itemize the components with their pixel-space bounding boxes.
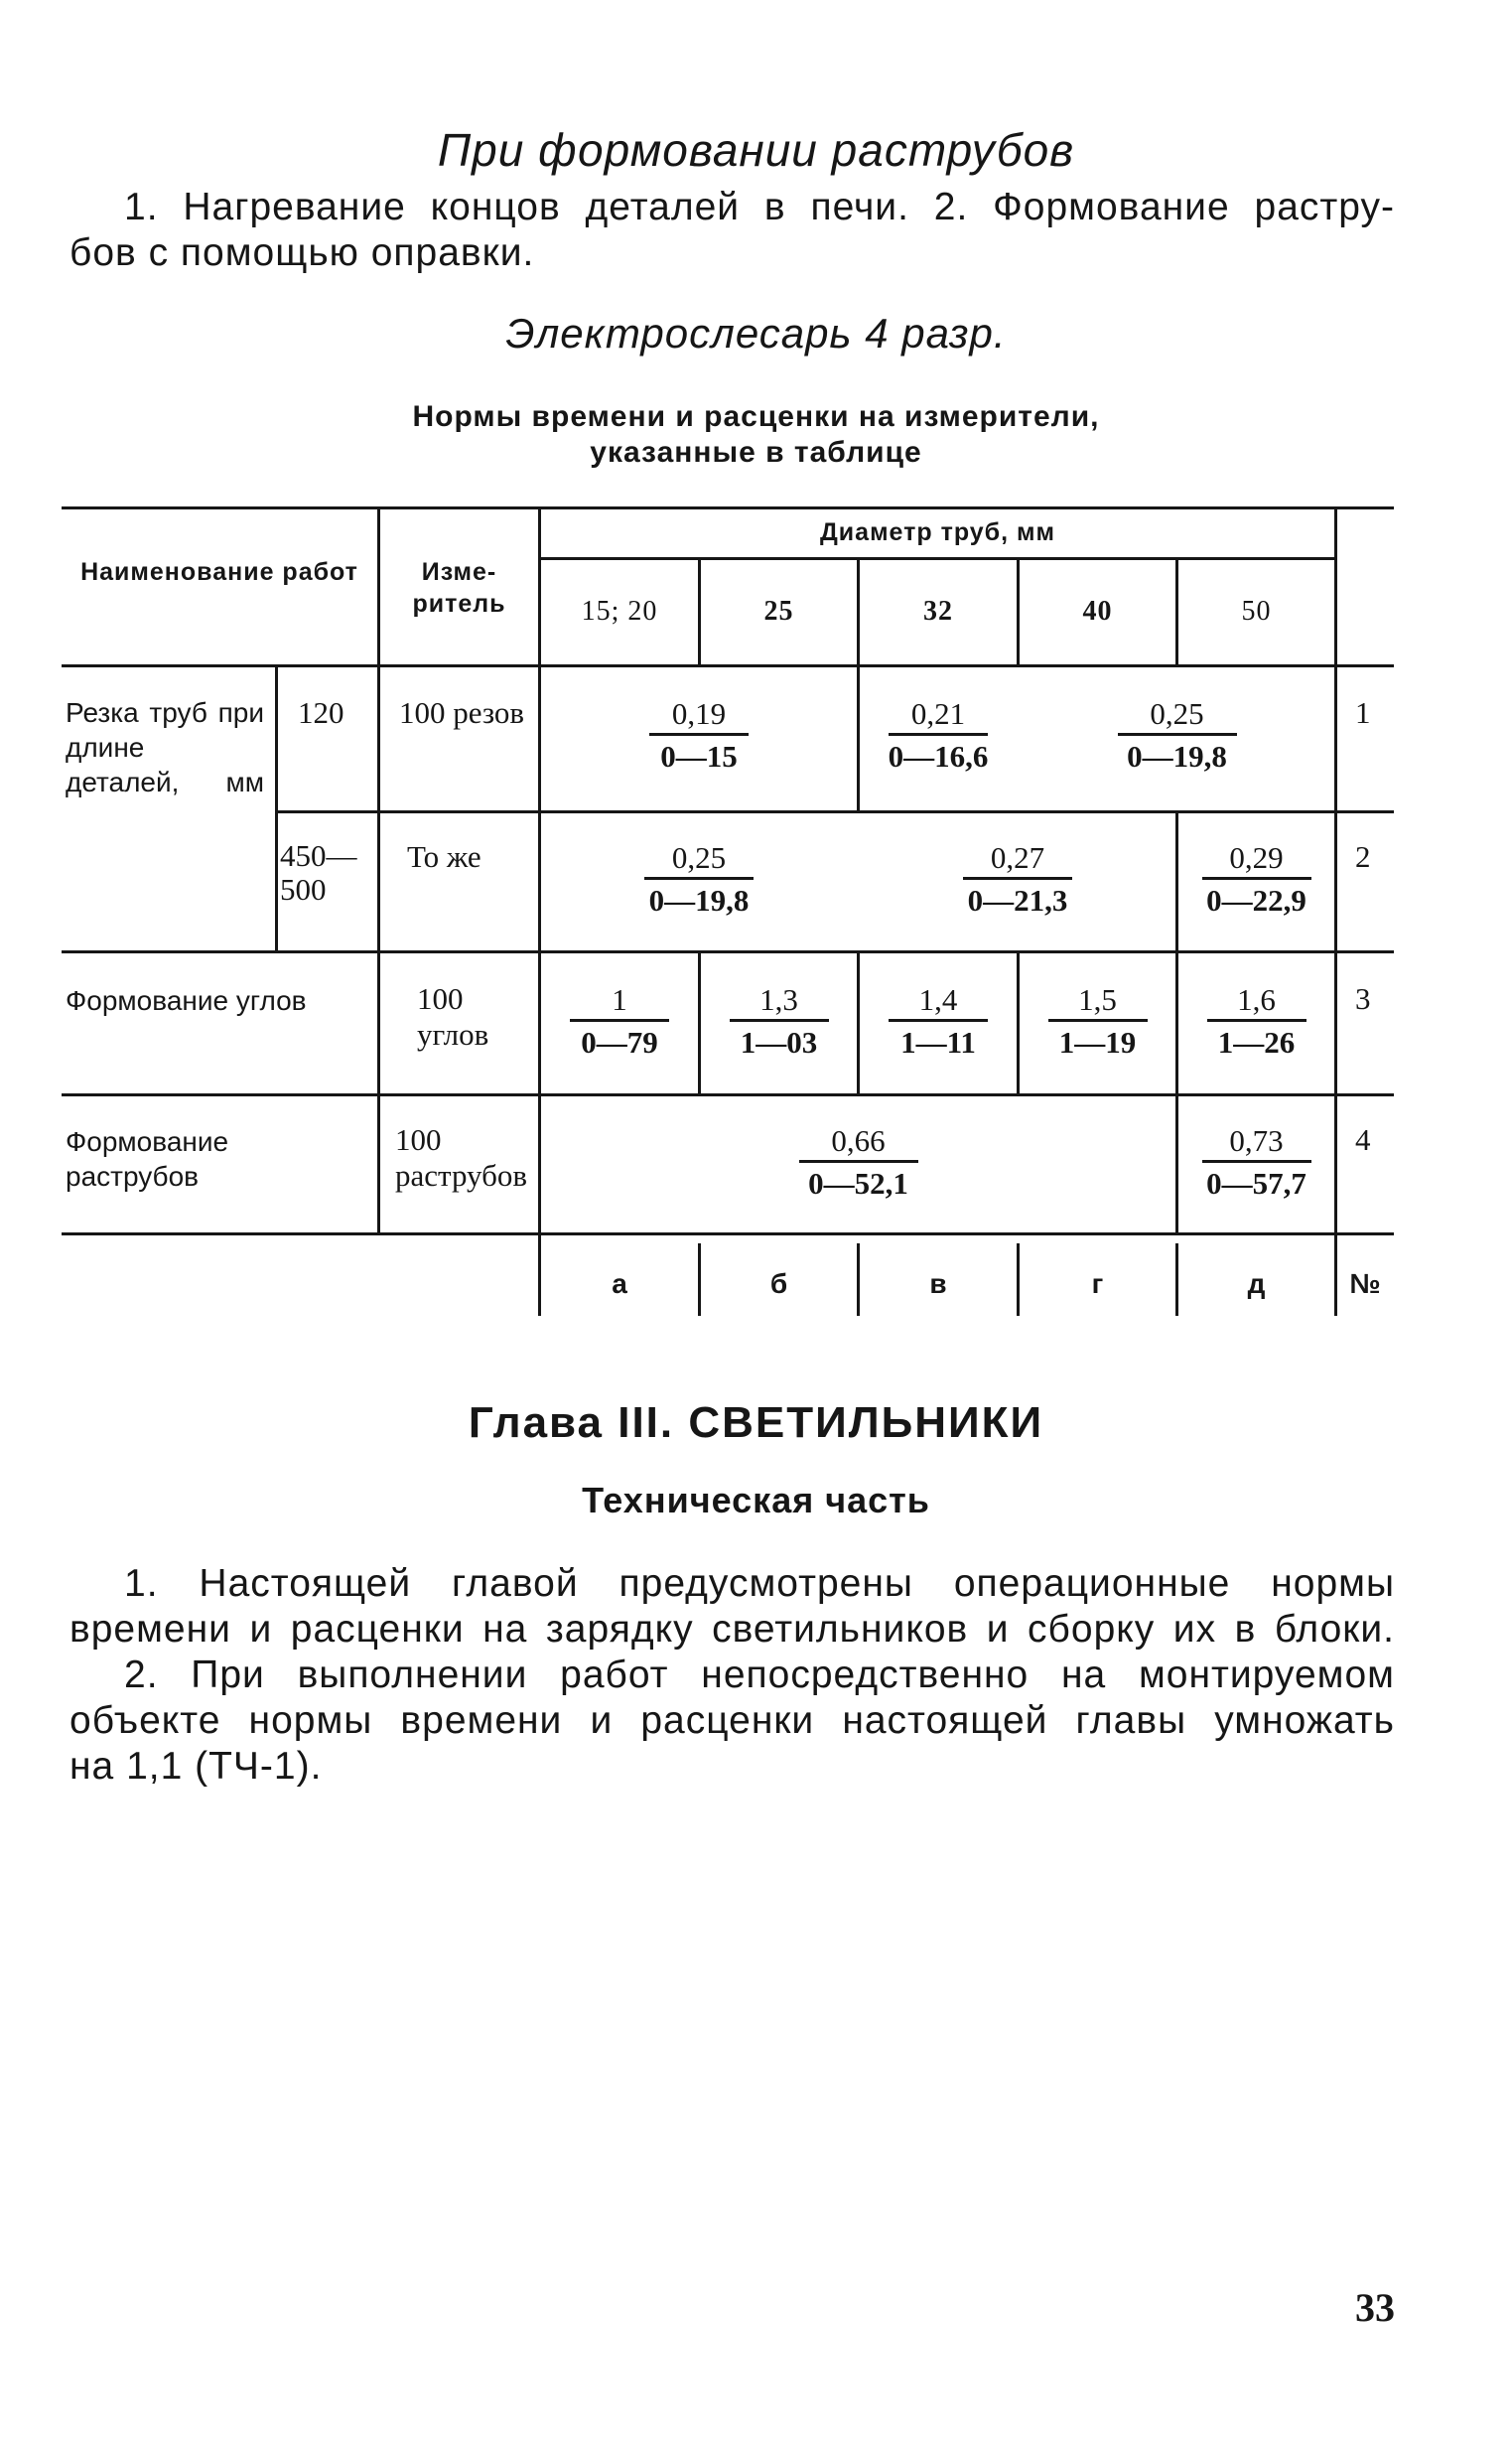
header-diam-5: 50 — [1241, 596, 1272, 627]
row1-value-ab-num: 0,19 — [671, 696, 727, 731]
row2-value-cd-den: 0—21,3 — [967, 883, 1068, 918]
fraction-bar — [963, 877, 1072, 880]
body-paragraph — [69, 1561, 1395, 1790]
row3-work-name: Формование углов — [66, 985, 307, 1016]
row1-number: 1 — [1355, 695, 1371, 730]
body-line-4: объекте нормы времени и расценки настоящей главы умножать — [69, 1699, 1395, 1742]
row3-number: 3 — [1355, 981, 1371, 1016]
row2-value-cd-num: 0,27 — [990, 840, 1045, 875]
header-diam-3: 32 — [923, 596, 953, 627]
header-bottom-rule — [62, 664, 1394, 667]
row3-value-b-num: 1,3 — [759, 982, 798, 1017]
row3-meter: 100 углов — [417, 981, 489, 1052]
row1-length: 120 — [298, 695, 344, 730]
row2-value-e — [1178, 841, 1334, 918]
fraction-bar — [730, 1019, 829, 1022]
row4-value-ad — [541, 1124, 1175, 1201]
diameter-header-rule — [538, 557, 1334, 560]
fraction-bar — [1202, 877, 1311, 880]
row2-value-e-den: 0—22,9 — [1206, 883, 1306, 918]
table-caption — [0, 399, 1512, 471]
row3-value-e-num: 1,6 — [1237, 982, 1276, 1017]
fraction-bar — [644, 877, 754, 880]
row1-work-name: Резка труб при длине деталей, мм — [66, 697, 264, 797]
row3-value-a-num: 1 — [612, 982, 627, 1017]
fraction-bar — [570, 1019, 669, 1022]
fraction-bar — [889, 733, 988, 736]
row2-value-ab-num: 0,25 — [671, 840, 727, 875]
row2-number: 2 — [1355, 839, 1371, 874]
row1-value-de — [1020, 697, 1334, 774]
row3-value-e — [1178, 983, 1334, 1060]
intro-paragraph — [69, 185, 1395, 276]
row4-value-ad-num: 0,66 — [831, 1123, 886, 1158]
header-diam-2: 25 — [763, 596, 794, 627]
body-line-3: 2. При выполнении работ непосредственно на монтируемом — [124, 1654, 1395, 1696]
page-number: 33 — [1355, 2285, 1395, 2330]
table-caption-line-2: указанные в таблице — [590, 436, 922, 469]
row3-value-a-den: 0—79 — [581, 1025, 658, 1060]
row4-value-e-num: 0,73 — [1229, 1123, 1284, 1158]
row4-meter: 100 раструбов — [395, 1122, 528, 1193]
row1-value-c-den: 0—16,6 — [888, 739, 989, 774]
row2-length: 450—500 — [280, 838, 357, 907]
row2-value-cd — [860, 841, 1175, 918]
row4-value-ad-den: 0—52,1 — [808, 1166, 908, 1201]
table-bottom-rule — [62, 1232, 1394, 1235]
length-col-rule — [275, 664, 278, 950]
fraction-bar — [889, 1019, 988, 1022]
row3-value-d — [1020, 983, 1175, 1060]
row3-value-b-den: 1—03 — [740, 1025, 818, 1060]
fraction-bar — [1202, 1160, 1311, 1163]
row3-value-c-num: 1,4 — [918, 982, 958, 1017]
row3-value-c — [860, 983, 1017, 1060]
row1-value-de-num: 0,25 — [1150, 696, 1204, 731]
row2-value-ab — [541, 841, 857, 918]
subheading: Техническая часть — [582, 1480, 930, 1520]
row1-value-c-num: 0,21 — [910, 696, 966, 731]
row2-value-ab-den: 0—19,8 — [648, 883, 750, 918]
body-line-5: на 1,1 (ТЧ-1). — [69, 1745, 323, 1788]
row1-rule — [275, 810, 1394, 813]
col-letter-d: г — [1091, 1268, 1104, 1299]
fraction-bar — [1118, 733, 1237, 736]
section-title: При формовании раструбов — [437, 124, 1075, 176]
row1-value-ab-den: 0—15 — [660, 739, 738, 774]
table-caption-line-1: Нормы времени и расценки на измерители, — [412, 400, 1100, 433]
row4-work-name: Формование раструбов — [66, 1126, 229, 1192]
row2-value-e-num: 0,29 — [1229, 840, 1284, 875]
intro-line-1: 1. Нагревание концов деталей в печи. 2. Формование растру- — [124, 186, 1395, 228]
fraction-bar — [1048, 1019, 1148, 1022]
col-letter-a: а — [612, 1268, 627, 1299]
row3-value-b — [701, 983, 857, 1060]
header-diameter: Диаметр труб, мм — [819, 518, 1056, 546]
col-letter-c: в — [929, 1268, 947, 1299]
number-sign: № — [1349, 1268, 1381, 1299]
row1-meter: 100 резов — [398, 695, 525, 730]
row1-value-de-den: 0—19,8 — [1127, 739, 1227, 774]
row1-value-c — [860, 697, 1017, 774]
header-diam-1: 15; 20 — [581, 596, 658, 627]
row4-value-e-den: 0—57,7 — [1206, 1166, 1306, 1201]
row2-meter: То же — [407, 839, 481, 874]
fraction-bar — [799, 1160, 918, 1163]
row4-number: 4 — [1355, 1122, 1371, 1157]
col-no-rule — [1334, 506, 1337, 1316]
body-line-2: времени и расценки на зарядку светильников и сборку их в блоки. — [69, 1608, 1395, 1651]
row3-value-d-num: 1,5 — [1078, 982, 1117, 1017]
fraction-bar — [1207, 1019, 1306, 1022]
row1-value-ab — [541, 697, 857, 774]
row3-rule — [62, 1093, 1394, 1096]
meter-col-rule — [377, 506, 380, 1232]
row4-value-e — [1178, 1124, 1334, 1201]
worker-title: Электрослесарь 4 разр. — [505, 310, 1007, 357]
chapter-title: Глава III. СВЕТИЛЬНИКИ — [468, 1398, 1044, 1447]
table-top-rule — [62, 506, 1394, 509]
row3-value-d-den: 1—19 — [1058, 1025, 1137, 1060]
body-line-1: 1. Настоящей главой предусмотрены операционные нормы — [124, 1562, 1395, 1605]
col-letter-e: д — [1247, 1268, 1266, 1299]
header-diam-4: 40 — [1082, 596, 1113, 627]
fraction-bar — [649, 733, 749, 736]
row2-rule — [62, 950, 1394, 953]
row3-value-a — [541, 983, 698, 1060]
col-letter-b: б — [769, 1268, 788, 1299]
row3-value-c-den: 1—11 — [900, 1025, 976, 1060]
row3-value-e-den: 1—26 — [1217, 1025, 1296, 1060]
intro-line-2: бов с помощью оправки. — [69, 231, 535, 274]
header-meter: Изме- ритель — [412, 558, 506, 618]
header-work-name: Наименование работ — [80, 558, 358, 586]
